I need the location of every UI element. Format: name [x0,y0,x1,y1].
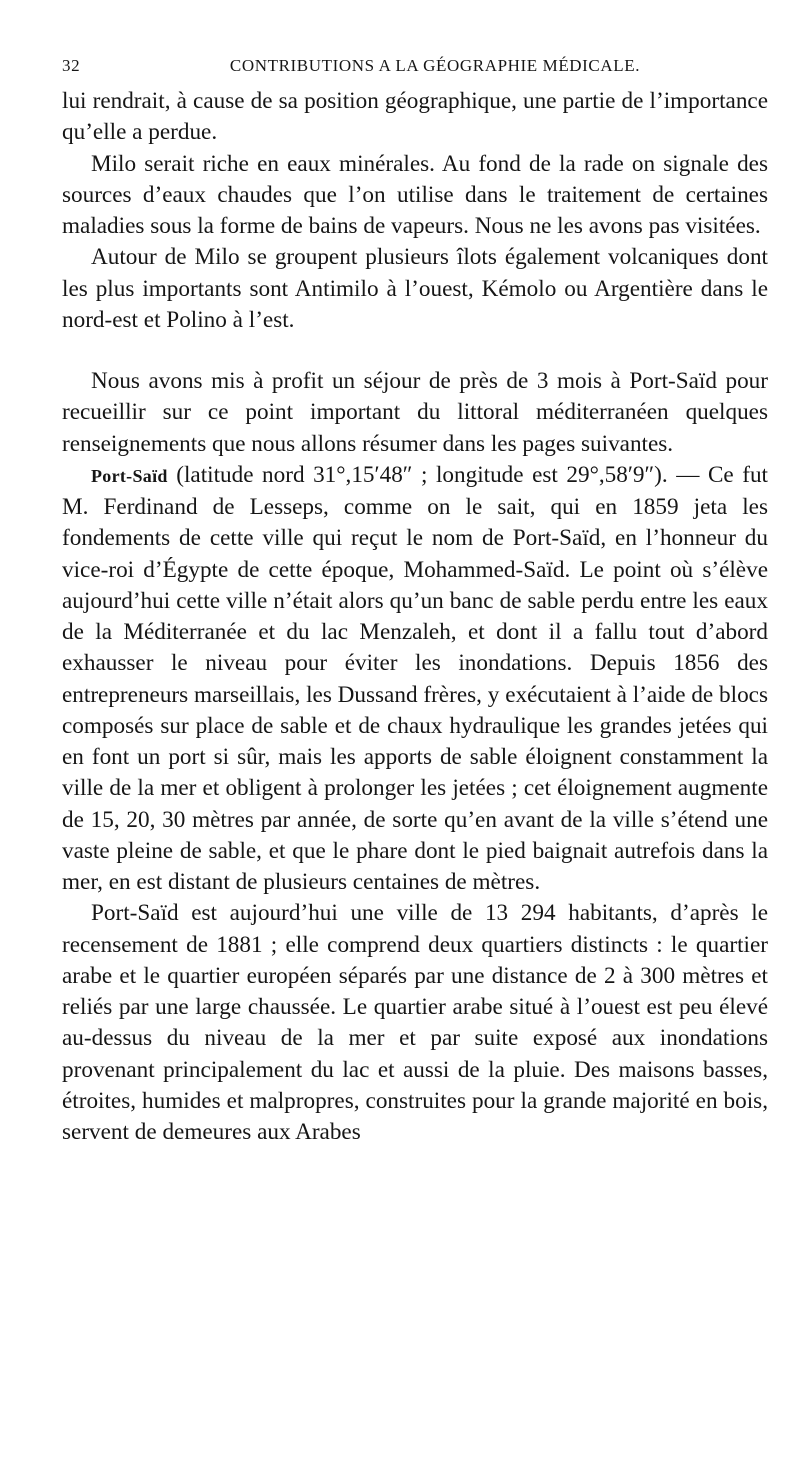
paragraph-port-said-intro: Nous avons mis à profit un séjour de près de 3 mois à Port-Saïd pour recueillir sur ce point important du littoral méditerranéen quelques renseignements que nous allons résumer dans les pages suivantes. [62,368,768,457]
book-page [62,56,768,1148]
section-heading-port-said: Port-Saïd [91,465,168,486]
running-header [62,56,768,86]
body-text [62,86,768,1148]
paragraph-port-said-history-text: (latitude nord 31°,15′48″ ; longitude est 29°,58′9″). — Ce fut M. Ferdinand de Lesseps, comme on le sait, qui en 1859 jeta les fondements de cette ville qui reçut le nom de Port-Saïd, en l’honneur du vice-roi d’Égypte de cette époque, Mohammed-Saïd. Le point où s’élève aujourd’hui cette ville n’était alors qu’un banc de sable perdu entre les eaux de la Méditerranée et du lac Menzaleh, et dont il a fallu tout d’abord exhausser le niveau pour éviter les inondations. Depuis 1856 des entrepreneurs marseillais, les Dussand frères, y exécutaient à l’aide de blocs composés sur place de sable et de chaux hydraulique les grandes jetées qui en font un port si sûr, mais les apports de sable éloignent constamment la ville de la mer et obligent à prolonger les jetées ; cet éloignement augmente de 15, 20, 30 mètres par année, de sorte qu’en avant de la ville s’étend une vaste pleine de sable, et que le phare dont le pied baignait autrefois dans la mer, en est distant de plusieurs centaines de mètres. [62,461,768,895]
paragraph-continuation: lui rendrait, à cause de sa position géographique, une partie de l’importance qu’elle a perdue. [62,88,768,146]
paragraph-port-said-history [62,460,768,899]
paragraph-milo-islets: Autour de Milo se groupent plusieurs îlots également volcaniques dont les plus importants sont Antimilo à l’ouest, Kémolo ou Argentière dans le nord-est et Polino à l’est. [62,244,768,333]
paragraph-port-said-population: Port-Saïd est aujourd’hui une ville de 13 294 habitants, d’après le recensement de 1881 ; elle comprend deux quartiers distincts : le quartier arabe et le quartier européen séparés par une distance de 2 à 300 mètres et reliés par une large chaussée. Le quartier arabe situé à l’ouest est peu élevé au-dessus du niveau de la mer et par suite exposé aux inondations provenant principalement du lac et aussi de la pluie. Des maisons basses, étroites, humides et malpropres, construites pour la grande majorité en bois, servent de demeures aux Arabes [62,900,768,1145]
page-number: 32 [62,56,81,75]
paragraph-milo-waters: Milo serait riche en eaux minérales. Au fond de la rade on signale des sources d’eaux chaudes que l’on utilise dans le traitement de certaines maladies sous la forme de bains de vapeurs. Nous ne les avons pas visitées. [62,150,768,239]
running-title: CONTRIBUTIONS A LA GÉOGRAPHIE MÉDICALE. [229,56,641,75]
